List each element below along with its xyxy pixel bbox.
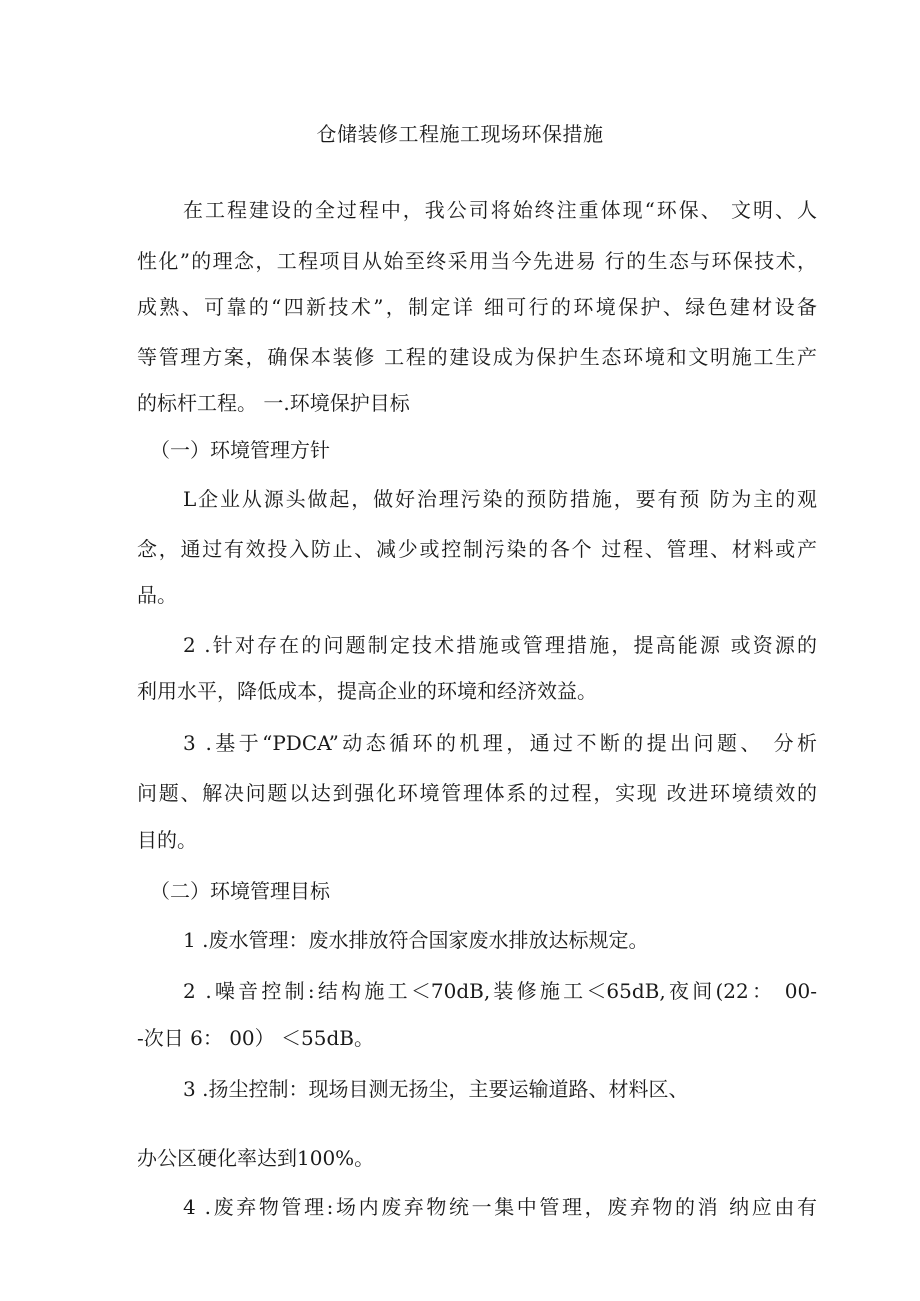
paragraph-line: 品。 — [137, 583, 177, 607]
paragraph-line: 等管理方案，确保本装修 工程的建设成为保护生态环境和文明施工生产 — [137, 345, 817, 369]
paragraph-line: 利用水平，降低成本，提高企业的环境和经济效益。 — [137, 679, 597, 703]
list-item: 2 .噪音控制:结构施工＜70dB,装修施工＜65dB,夜间(22： 00- — [183, 979, 817, 1003]
list-item: 3 .扬尘控制：现场目测无扬尘，主要运输道路、材料区、 — [183, 1077, 689, 1101]
list-item: 2 .针对存在的问题制定技术措施或管理措施，提高能源 或资源的 — [183, 633, 817, 657]
paragraph-line: -次日 6： 00） ＜55dB。 — [137, 1026, 374, 1050]
list-item: L企业从源头做起，做好治理污染的预防措施，要有预 防为主的观 — [183, 487, 817, 511]
page-title: 仓储装修工程施工现场环保措施 — [316, 122, 604, 146]
list-item: 3 .基于“PDCA”动态循环的机理，通过不断的提出问题、 分析 — [183, 731, 817, 755]
paragraph-line: 问题、解决问题以达到强化环境管理体系的过程，实现 改进环境绩效的 — [137, 781, 817, 805]
section-heading: （一）环境管理方针 — [150, 438, 330, 462]
paragraph-line: 成熟、可靠的“四新技术”，制定详 细可行的环境保护、绿色建材设备 — [137, 295, 817, 319]
paragraph-line: 办公区硬化率达到100%。 — [137, 1146, 375, 1170]
section-heading: （二）环境管理目标 — [150, 879, 330, 903]
paragraph-line: 的标杆工程。 一.环境保护目标 — [137, 391, 410, 415]
paragraph-line: 目的。 — [137, 828, 197, 852]
list-item: 4 .废弃物管理:场内废弃物统一集中管理，废弃物的消 纳应由有 — [183, 1195, 817, 1219]
paragraph-line: 性化”的理念，工程项目从始至终采用当今先进易 行的生态与环保技术， — [137, 249, 817, 273]
paragraph-line: 在工程建设的全过程中，我公司将始终注重体现“环保、 文明、人 — [183, 198, 817, 222]
list-item: 1 .废水管理：废水排放符合国家废水排放达标规定。 — [183, 928, 649, 952]
paragraph-line: 念，通过有效投入防止、减少或控制污染的各个 过程、管理、材料或产 — [137, 537, 817, 561]
